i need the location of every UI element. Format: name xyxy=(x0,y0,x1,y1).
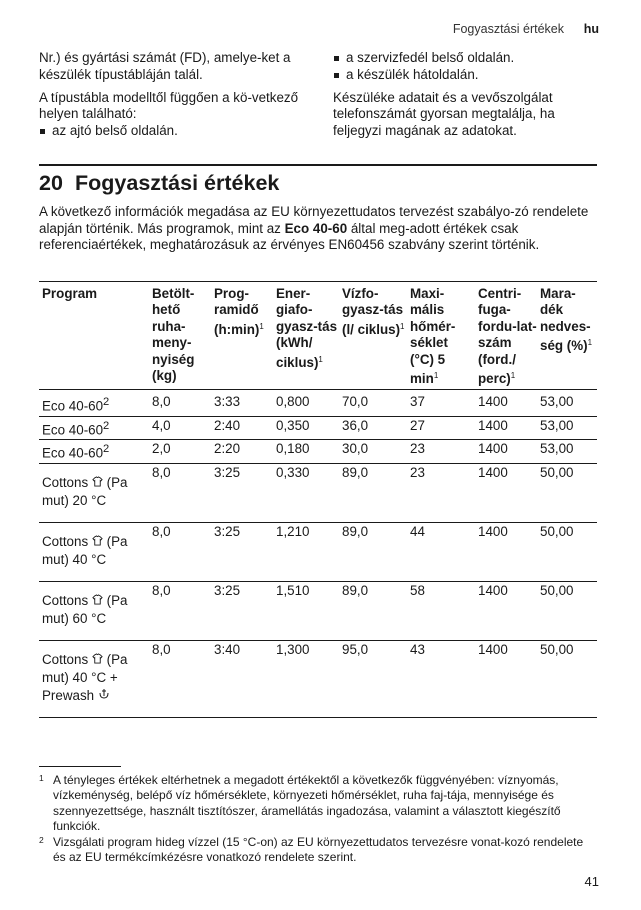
table-cell: 53,00 xyxy=(540,394,574,410)
table-cell xyxy=(39,463,149,522)
paragraph-model-number: Nr.) és gyártási számát (FD), amelye-ket a készülék típustábláján talál. xyxy=(39,50,291,82)
paragraph-note-data: Készüléke adatait és a vevőszolgálat telefonszámát gyorsan megtalálja, ha feljegyzi magának az adatokat. xyxy=(333,89,555,139)
footnote-reference: 2 xyxy=(103,443,110,456)
table-cell: 89,0 xyxy=(342,582,369,598)
footnote-reference: 1 xyxy=(259,321,264,331)
table-cell: 1400 xyxy=(478,523,508,539)
table-cell: 0,330 xyxy=(276,464,310,480)
col-header-program xyxy=(39,282,149,390)
footnote-text: A tényleges értékek eltérhetnek a megadott értékektől a következők függvényében: víznyomás, vízkeménység, belépő víz hőmérséklete, környezeti hőmérséklet, ruha faj-tája, mennyisége és szennyezettsége, használt tisztítószer, áramellátás ingadozása, valamint a választott kiegészítő funkciók. xyxy=(53,773,561,833)
table-cell xyxy=(39,640,149,717)
footnote-mark: 2 xyxy=(39,835,44,845)
table-cell: 3:25 xyxy=(214,582,241,598)
table-cell: 2,0 xyxy=(152,441,171,457)
table-cell: 89,0 xyxy=(342,464,369,480)
cell-text: Mara-dék nedves-ség (%) xyxy=(540,286,591,354)
cell-text: Betölt-hető ruha-meny-nyiség (kg) xyxy=(152,286,195,384)
table-cell: 89,0 xyxy=(342,523,369,539)
table-cell: 58 xyxy=(410,582,425,598)
running-header-title: Fogyasztási értékek xyxy=(452,22,564,36)
table-cell: 0,350 xyxy=(276,417,310,433)
footnote-reference: 1 xyxy=(433,371,439,381)
footnote-divider xyxy=(39,766,121,767)
right-text-column xyxy=(333,50,598,146)
chapter-title: Fogyasztási értékek xyxy=(75,171,280,195)
cell-text: Cottons xyxy=(42,592,89,608)
table-cell: 3:40 xyxy=(214,641,241,657)
footnote-reference: 1 xyxy=(510,371,516,381)
chapter-heading xyxy=(39,171,279,196)
table-cell xyxy=(39,522,149,581)
table-cell: 8,0 xyxy=(152,464,171,480)
table-cell: 1,210 xyxy=(276,523,310,539)
table-cell: 2:20 xyxy=(214,441,241,457)
table-row xyxy=(39,440,597,463)
table-row xyxy=(39,581,597,640)
footnote-mark: 1 xyxy=(39,773,44,783)
table-row xyxy=(39,463,597,522)
table-cell: 30,0 xyxy=(342,441,369,457)
cell-text: Eco 40-60 xyxy=(42,445,104,461)
cell-text: (Pa mut) 40 °C xyxy=(42,533,128,567)
footnote-text: Vizsgálati program hideg vízzel (15 °C-on) az EU környezettudatos tervezésre vonat-kozó rendelete és az EU termékcímkézésre vonatkozó rendelete szerint. xyxy=(53,835,584,865)
bullet-service-flap: a szervizfedél belső oldalán. xyxy=(333,50,598,67)
table-cell: 1400 xyxy=(478,441,508,457)
cell-text: Ener-giafo-gyasz-tás (kWh/ ciklus) xyxy=(276,286,338,370)
cell-text: Eco 40-60 xyxy=(42,422,104,438)
cell-text: Centri-fuga-fordu-lat-szám (ford./ perc) xyxy=(478,286,537,387)
table-cell: 1,300 xyxy=(276,641,310,657)
cell-text: Cottons xyxy=(42,474,89,490)
page-number: 41 xyxy=(584,874,599,889)
table-cell: 1400 xyxy=(478,417,508,433)
consumption-table xyxy=(39,281,597,718)
cell-text: (Pa mut) 60 °C xyxy=(42,592,128,626)
prewash-icon xyxy=(98,687,110,705)
table-cell: 53,00 xyxy=(540,441,574,457)
cell-text: Program xyxy=(42,286,98,301)
table-cell: 53,00 xyxy=(540,417,574,433)
cell-text: Vízfo-gyasz-tás (l/ ciklus) xyxy=(342,286,404,337)
table-header-row xyxy=(39,282,597,390)
chapter-divider xyxy=(39,164,597,166)
footnote-reference: 1 xyxy=(587,338,593,348)
cell-text: (Pa mut) 20 °C xyxy=(42,474,128,508)
table-cell: 1400 xyxy=(478,464,508,480)
table-row xyxy=(39,416,597,439)
col-header-spin xyxy=(475,282,537,390)
table-cell: 3:25 xyxy=(214,523,241,539)
left-text-column xyxy=(39,50,301,140)
table-cell: 0,180 xyxy=(276,441,310,457)
table-cell xyxy=(39,416,149,439)
cottons-program-icon xyxy=(92,651,103,669)
table-cell: 50,00 xyxy=(540,582,574,598)
footnote xyxy=(39,835,593,866)
table-cell: 27 xyxy=(410,417,425,433)
table-cell: 8,0 xyxy=(152,582,171,598)
col-header-water xyxy=(339,282,407,390)
chapter-number: 20 xyxy=(39,171,63,195)
program-name-eco: Eco 40-60 xyxy=(284,220,348,236)
table-cell: 1,510 xyxy=(276,582,310,598)
paragraph-rating-plate: A típustábla modelltől függően a kö-vetkező helyen található: xyxy=(39,89,299,122)
bullet-door-inside: az ajtó belső oldalán. xyxy=(39,123,301,140)
cell-text: Cottons xyxy=(42,533,89,549)
footnote-reference: 1 xyxy=(400,321,405,331)
table-cell: 50,00 xyxy=(540,523,574,539)
table-cell: 4,0 xyxy=(152,417,171,433)
table-cell: 95,0 xyxy=(342,641,369,657)
table-cell xyxy=(39,581,149,640)
table-cell xyxy=(39,390,149,416)
cell-text: Cottons xyxy=(42,651,89,667)
col-header-time xyxy=(211,282,273,390)
cell-text: Maxi-mális hőmér-séklet (°C) 5 min xyxy=(410,286,456,387)
table-cell: 1400 xyxy=(478,394,508,410)
footnote-reference: 1 xyxy=(318,354,323,364)
table-cell: 43 xyxy=(410,641,425,657)
table-cell: 3:33 xyxy=(214,394,241,410)
footnote-reference: 2 xyxy=(103,396,110,409)
table-row xyxy=(39,640,597,717)
table-cell: 36,0 xyxy=(342,417,369,433)
table-cell: 23 xyxy=(410,441,425,457)
table-cell: 3:25 xyxy=(214,464,241,480)
intro-paragraph: A következő információk megadása az EU környezettudatos tervezést szabályo-zó rendelete alapján történik. Más programok, mint az Eco 40-60 által meg-adott értékek csak referenciaértékek, meghatározásuk az érvényes EN60456 szabvány szerint történik. xyxy=(39,204,589,253)
footnote xyxy=(39,773,593,834)
table-row xyxy=(39,390,597,416)
cottons-program-icon xyxy=(92,474,103,492)
table-row xyxy=(39,522,597,581)
language-code: hu xyxy=(583,22,599,36)
table-cell: 37 xyxy=(410,394,425,410)
cell-text: (Pa mut) 40 °C + Prewash xyxy=(42,651,128,703)
col-header-temperature xyxy=(407,282,475,390)
cottons-program-icon xyxy=(92,592,103,610)
cell-text: Eco 40-60 xyxy=(42,398,104,414)
table-cell: 23 xyxy=(410,464,425,480)
table-cell: 8,0 xyxy=(152,523,171,539)
table-cell: 44 xyxy=(410,523,425,539)
footnote-reference: 2 xyxy=(103,419,110,432)
col-header-capacity xyxy=(149,282,211,390)
cell-text: Prog-ramidő (h:min) xyxy=(214,286,260,337)
table-cell xyxy=(39,440,149,463)
bullet-appliance-back: a készülék hátoldalán. xyxy=(333,67,598,84)
col-header-energy xyxy=(273,282,339,390)
table-cell: 8,0 xyxy=(152,641,171,657)
table-cell: 50,00 xyxy=(540,641,574,657)
table-cell: 2:40 xyxy=(214,417,241,433)
cottons-program-icon xyxy=(92,533,103,551)
table-cell: 8,0 xyxy=(152,394,171,410)
table-cell: 70,0 xyxy=(342,394,369,410)
table-cell: 1400 xyxy=(478,582,508,598)
col-header-moisture xyxy=(537,282,597,390)
table-cell: 50,00 xyxy=(540,464,574,480)
table-cell: 1400 xyxy=(478,641,508,657)
table-cell: 0,800 xyxy=(276,394,310,410)
